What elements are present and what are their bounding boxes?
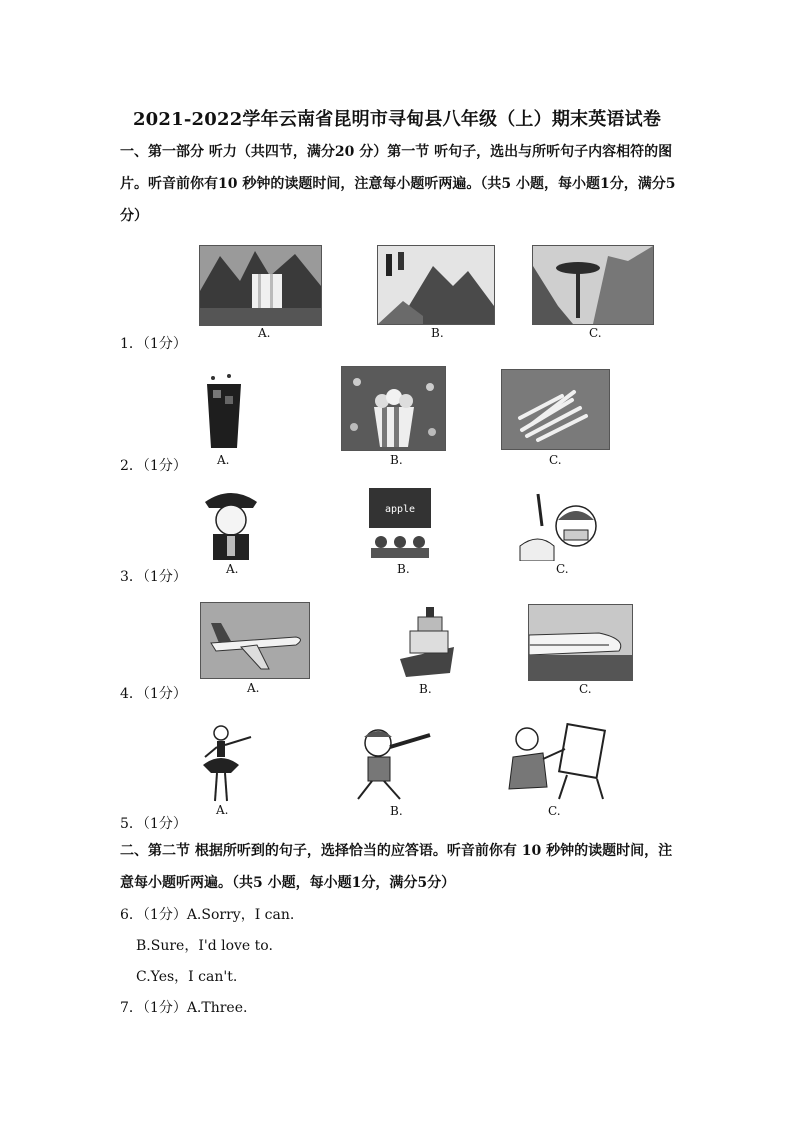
section-2-intro: 二、第二节 根据所听到的句子，选择恰当的应答语。听音前你有 10 秒钟的读题时间，注意每小题听两遍。（共5 小题，每小题1分，满分5分） bbox=[120, 843, 673, 891]
page-title: 2021-2022学年云南省昆明市寻甸县八年级（上）期末英语试卷 bbox=[132, 109, 662, 130]
question-6-stem: 6．（1分）A.Sorry，I can. bbox=[120, 907, 295, 923]
soda-glass-photo-icon bbox=[199, 372, 249, 452]
question-1-option-a: A. bbox=[258, 326, 271, 340]
question-5-option-b: B. bbox=[390, 804, 403, 818]
teacher-apple-cartoon-icon bbox=[367, 486, 433, 560]
question-4-option-a: A. bbox=[247, 681, 260, 695]
mountain-calligraphy-photo-icon bbox=[377, 245, 495, 325]
question-6-option-c: C.Yes，I can't. bbox=[136, 969, 238, 985]
question-3-number: 3．（1分） bbox=[120, 569, 187, 585]
question-5-option-a: A. bbox=[216, 803, 229, 817]
pine-cliff-photo-icon bbox=[532, 245, 654, 325]
question-3-option-c: C. bbox=[556, 562, 569, 576]
police-cartoon-icon bbox=[197, 482, 265, 562]
section-1-intro: 一、第一部分 听力（共四节，满分20 分）第一节 听句子，选出与所听句子内容相符的图片。听音前你有10 秒钟的读题时间，注意每小题听两遍。（共5 小题，每小题1分，满分5分） bbox=[120, 144, 676, 224]
question-1-number: 1．（1分） bbox=[120, 336, 187, 352]
question-2-number: 2．（1分） bbox=[120, 458, 187, 474]
question-5-number: 5．（1分） bbox=[120, 816, 187, 832]
ballet-dancer-cartoon-icon bbox=[195, 721, 255, 803]
french-fries-photo-icon bbox=[501, 369, 610, 450]
waterfall-photo-icon bbox=[199, 245, 322, 326]
question-2-option-a: A. bbox=[217, 453, 230, 467]
popcorn-photo-icon bbox=[341, 366, 446, 451]
question-1-option-b: B. bbox=[431, 326, 444, 340]
painter-cartoon-icon bbox=[503, 723, 606, 801]
airplane-photo-icon bbox=[200, 602, 310, 679]
bullet-train-photo-icon bbox=[528, 604, 633, 681]
board-text: apple bbox=[384, 504, 416, 515]
singer-cartoon-icon bbox=[350, 727, 436, 802]
question-2-option-c: C. bbox=[549, 453, 562, 467]
question-6-option-b: B.Sure，I'd love to. bbox=[136, 938, 273, 954]
question-3-option-b: B. bbox=[397, 562, 410, 576]
ship-photo-icon bbox=[396, 603, 458, 680]
question-1-option-c: C. bbox=[589, 326, 602, 340]
question-4-option-b: B. bbox=[419, 682, 432, 696]
question-4-number: 4．（1分） bbox=[120, 686, 187, 702]
question-5-option-c: C. bbox=[548, 804, 561, 818]
question-4-option-c: C. bbox=[579, 682, 592, 696]
doctor-cartoon-icon bbox=[518, 486, 600, 561]
question-3-option-a: A. bbox=[226, 562, 239, 576]
question-7-stem: 7．（1分）A.Three. bbox=[120, 1000, 248, 1016]
question-2-option-b: B. bbox=[390, 453, 403, 467]
